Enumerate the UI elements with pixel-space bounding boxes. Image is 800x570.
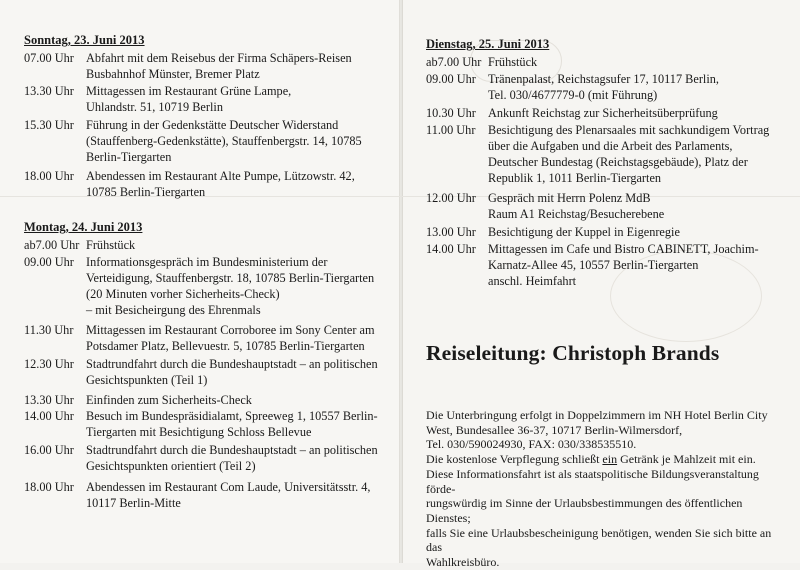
schedule-time: 14.00 Uhr [426,242,476,256]
underlined-word: ein [602,452,618,467]
day-heading: Dienstag, 25. Juni 2013 [426,37,550,51]
schedule-row [24,356,378,388]
schedule-time: 16.00 Uhr [24,443,74,457]
schedule-description: Mittagessen im Restaurant Corroboree im Sony Center am Potsdamer Platz, Bellevuestr. 5, 10785 Berlin-Tiergarten [86,323,375,353]
page-fold [399,0,403,563]
schedule-description: Besichtigung der Kuppel in Eigenregie [488,225,680,239]
schedule-description: Informationsgespräch im Bundesministerium der Verteidigung, Stauffenbergstr. 18, 10785 Berlin-Tiergarten (20 Minuten vorher Sicherheits-Check) – mit Besicheirgung des Ehrenmals [86,255,375,317]
schedule-row [24,442,378,474]
schedule-time: 14.00 Uhr [24,409,74,423]
schedule-description: Besuch im Bundespräsidialamt, Spreeweg 1, 10557 Berlin- Tiergarten mit Besichtigung Schloss Bellevue [86,409,378,439]
schedule-row [24,168,355,200]
schedule-time: 11.30 Uhr [24,323,74,337]
tour-guide-title: Reiseleitung: Christoph Brands [426,341,720,365]
schedule-row [24,117,362,165]
accommodation-info [426,408,786,570]
schedule-row [24,322,375,354]
schedule-time: 09.00 Uhr [426,72,476,86]
schedule-row [426,71,719,103]
accommodation-paragraph: Die Unterbringung erfolgt in Doppelzimmern im NH Hotel Berlin City West, Bundesallee 36-37, 10717 Berlin-Wilmersdorf, Tel. 030/590024930, FAX: 030/338535510. [426,408,768,452]
schedule-time: ab7.00 Uhr [426,55,482,69]
schedule-time: ab7.00 Uhr [24,238,80,252]
schedule-row [24,50,352,82]
schedule-description: Einfinden zum Sicherheits-Check [86,393,252,407]
schedule-time: 12.30 Uhr [24,357,74,371]
schedule-time: 18.00 Uhr [24,169,74,183]
day-heading: Montag, 24. Juni 2013 [24,220,143,234]
schedule-description: Abendessen im Restaurant Alte Pumpe, Lützowstr. 42, 10785 Berlin-Tiergarten [86,169,355,199]
schedule-time: 10.30 Uhr [426,106,476,120]
schedule-time: 18.00 Uhr [24,480,74,494]
schedule-time: 12.00 Uhr [426,191,476,205]
day-heading: Sonntag, 23. Juni 2013 [24,33,145,47]
schedule-time: 09.00 Uhr [24,255,74,269]
schedule-description: Gespräch mit Herrn Polenz MdB Raum A1 Reichstag/Besucherebene [488,191,665,221]
schedule-row [426,54,537,70]
schedule-row [24,392,252,408]
schedule-description: Frühstück [86,238,136,252]
schedule-description: Mittagessen im Restaurant Grüne Lampe, Uhlandstr. 51, 10719 Berlin [86,84,292,114]
catering-paragraph: Die kostenlose Verpflegung schließt ein Getränk je Mahlzeit mit ein. [426,452,756,467]
schedule-description: Frühstück [488,55,538,69]
schedule-time: 13.30 Uhr [24,84,74,98]
schedule-row [24,408,378,440]
education-paragraph: Diese Informationsfahrt ist als staatspolitische Bildungsveranstaltung förde- rungswürdig im Sinne der Urlaubsbestimmungen des öffentlichen Dienstes; falls Sie eine Urlaubsbescheinigung benötigen, wenden Sie sich bitte an das Wahlkreisbüro. [426,466,772,570]
schedule-description: Stadtrundfahrt durch die Bundeshauptstadt – an politischen Gesichtspunkten orientiert (Teil 2) [86,443,378,473]
schedule-description: Besichtigung des Plenarsaales mit sachkundigem Vortrag über die Aufgaben und die Arbeit des Parlaments, Deutscher Bundestag (Reichstagsgebäude), Platz der Republik 1, 1011 Berlin-Tiergarten [488,123,770,185]
schedule-row [426,122,769,186]
schedule-time: 15.30 Uhr [24,118,74,132]
schedule-description: Mittagessen im Cafe und Bistro CABINETT, Joachim- Karnatz-Allee 45, 10557 Berlin-Tiergarten anschl. Heimfahrt [488,242,759,288]
schedule-time: 13.00 Uhr [426,225,476,239]
schedule-description: Abfahrt mit dem Reisebus der Firma Schäpers-Reisen Busbahnhof Münster, Bremer Platz [86,51,352,81]
schedule-row [426,190,664,222]
schedule-description: Ankunft Reichstag zur Sicherheitsüberprüfung [488,106,718,120]
schedule-row [24,83,291,115]
schedule-row [24,237,135,253]
schedule-time: 07.00 Uhr [24,51,74,65]
schedule-time: 11.00 Uhr [426,123,476,137]
schedule-row [426,224,680,240]
schedule-description: Führung in der Gedenkstätte Deutscher Widerstand (Stauffenberg-Gedenkstätte), Stauffenbergstr. 14, 10785 Berlin-Tiergarten [86,118,362,164]
schedule-row [426,241,759,289]
schedule-description: Tränenpalast, Reichstagsufer 17, 10117 Berlin, Tel. 030/4677779-0 (mit Führung) [488,72,719,102]
schedule-row [24,254,374,318]
schedule-row [24,479,371,511]
schedule-description: Abendessen im Restaurant Com Laude, Universitätsstr. 4, 10117 Berlin-Mitte [86,480,371,510]
schedule-description: Stadtrundfahrt durch die Bundeshauptstadt – an politischen Gesichtspunkten (Teil 1) [86,357,378,387]
schedule-row [426,105,718,121]
schedule-time: 13.30 Uhr [24,393,74,407]
